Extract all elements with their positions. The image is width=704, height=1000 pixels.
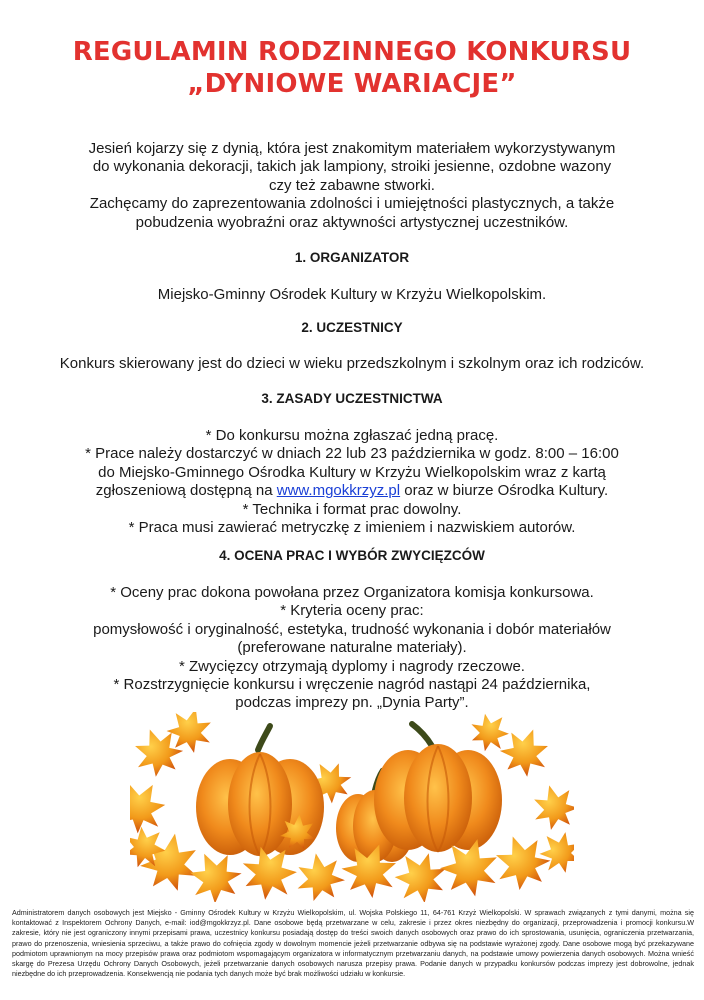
page-title xyxy=(0,36,704,100)
rules-line: do Miejsko-Gminnego Ośrodka Kultury w Krzyżu Wielkopolskim wraz z kartą xyxy=(98,463,606,481)
intro-line: do wykonania dekoracji, takich jak lampiony, stroiki jesienne, ozdobne wazony xyxy=(92,158,612,176)
intro-paragraph xyxy=(30,140,674,232)
participants-line: Konkurs skierowany jest do dzieci w wieku przedszkolnym i szkolnym oraz ich rodziców. xyxy=(59,355,645,372)
organizer-text xyxy=(30,286,674,304)
section-heading-evaluation: 4. OCENA PRAC I WYBÓR ZWYCIĘZCÓW xyxy=(219,548,485,563)
evaluation-line: (preferowane naturalne materiały). xyxy=(237,639,467,657)
rules-line: * Technika i format prac dowolny. xyxy=(242,500,462,518)
evaluation-line: pomysłowość i oryginalność, estetyka, trudność wykonania i dobór materiałów xyxy=(93,620,611,638)
evaluation-list xyxy=(30,584,674,713)
intro-line: Zachęcamy do zaprezentowania zdolności i umiejętności plastycznych, a także xyxy=(89,195,615,213)
pumpkin-right xyxy=(374,724,502,852)
evaluation-line: * Kryteria oceny prac: xyxy=(280,602,424,620)
gdpr-notice: Administratorem danych osobowych jest Miejsko - Gminny Ośrodek Kultury w Krzyżu Wielkopolskim, ul. Wojska Polskiego 11, 64-761 Krzyż Wielkopolski. W sprawach związanych z tymi danymi, można się kontaktować z Inspektorem Ochrony Danych, e-mail: iod@mgokkrzyz.pl. Dane osobowe będą przetwarzane w celu, zakresie i przez okres niezbędny do organizacji, przeprowadzenia i promocji konkursu.W zakresie, który nie jest ograniczony innymi przepisami prawa, uczestnicy konkursu posiadają dostęp do treści swoich danych osobowych oraz prawo do ich sprostowania, usunięcia, ograniczenia przetwarzania, prawo do przenoszenia, wniesienia sprzeciwu, a także prawo do cofnięcia zgody w dowolnym momencie jeżeli przetwarzanie odbywa się na podstawie wyrażonej zgody. Dane osobowe mogą być przekazywane podmiotom uprawnionym na mocy przepisów prawa oraz podmiotom wspomagającym organizatora w informatycznym przetwarzaniu danych, na podstawie umowy powierzenia danych osobowych. Można wnieść skargę do Prezesa Urzędu Ochrony Danych Osobowych, jeżeli przetwarzanie danych osobowych narusza przepisy prawa. Podanie danych w przypadku konkursów podczas imprezy jest dobrowolne, jednak niezbędne do ich przeprowadzenia. Konsekwencją nie podania tych danych może być brak możliwości udziału w konkursie. xyxy=(12,908,694,979)
rules-line-text: oraz w biurze Ośrodka Kultury. xyxy=(400,482,609,500)
rules-list xyxy=(30,427,674,537)
intro-line: Jesień kojarzy się z dynią, która jest znakomitym materiałem wykorzystywanym xyxy=(88,140,616,157)
section-heading-organizer: 1. ORGANIZATOR xyxy=(294,250,410,265)
section-heading-rules: 3. ZASADY UCZESTNICTWA xyxy=(261,391,443,406)
rules-line-text: zgłoszeniową dostępną na xyxy=(95,482,277,500)
organizer-line: Miejsko-Gminny Ośrodek Kultury w Krzyżu Wielkopolskim. xyxy=(157,286,547,303)
evaluation-line: * Oceny prac dokona powołana przez Organizatora komisja konkursowa. xyxy=(110,584,594,601)
evaluation-line: * Zwycięzcy otrzymają dyplomy i nagrody rzeczowe. xyxy=(179,657,525,675)
intro-line: pobudzenia wyobraźni oraz aktywności artystycznej uczestników. xyxy=(135,213,569,231)
rules-line: * Praca musi zawierać metryczkę z imieniem i nazwiskiem autorów. xyxy=(128,519,576,537)
rules-line: * Do konkursu można zgłaszać jedną pracę. xyxy=(205,427,499,444)
section-heading-participants: 2. UCZESTNICY xyxy=(301,320,403,335)
rules-line: * Prace należy dostarczyć w dniach 22 lub 23 października w godz. 8:00 – 16:00 xyxy=(85,445,619,463)
rules-line xyxy=(30,482,674,500)
website-link[interactable]: www.mgokkrzyz.pl xyxy=(276,482,401,500)
pumpkins-and-leaves-illustration xyxy=(130,712,574,902)
evaluation-line: podczas imprezy pn. „Dynia Party”. xyxy=(235,694,469,712)
title-line-1: REGULAMIN RODZINNEGO KONKURSU xyxy=(72,37,632,67)
evaluation-line: * Rozstrzygnięcie konkursu i wręczenie nagród nastąpi 24 października, xyxy=(113,676,591,694)
participants-text xyxy=(30,355,674,373)
title-line-2: „DYNIOWE WARIACJE” xyxy=(187,69,517,99)
intro-line: czy też zabawne stworki. xyxy=(269,176,435,194)
